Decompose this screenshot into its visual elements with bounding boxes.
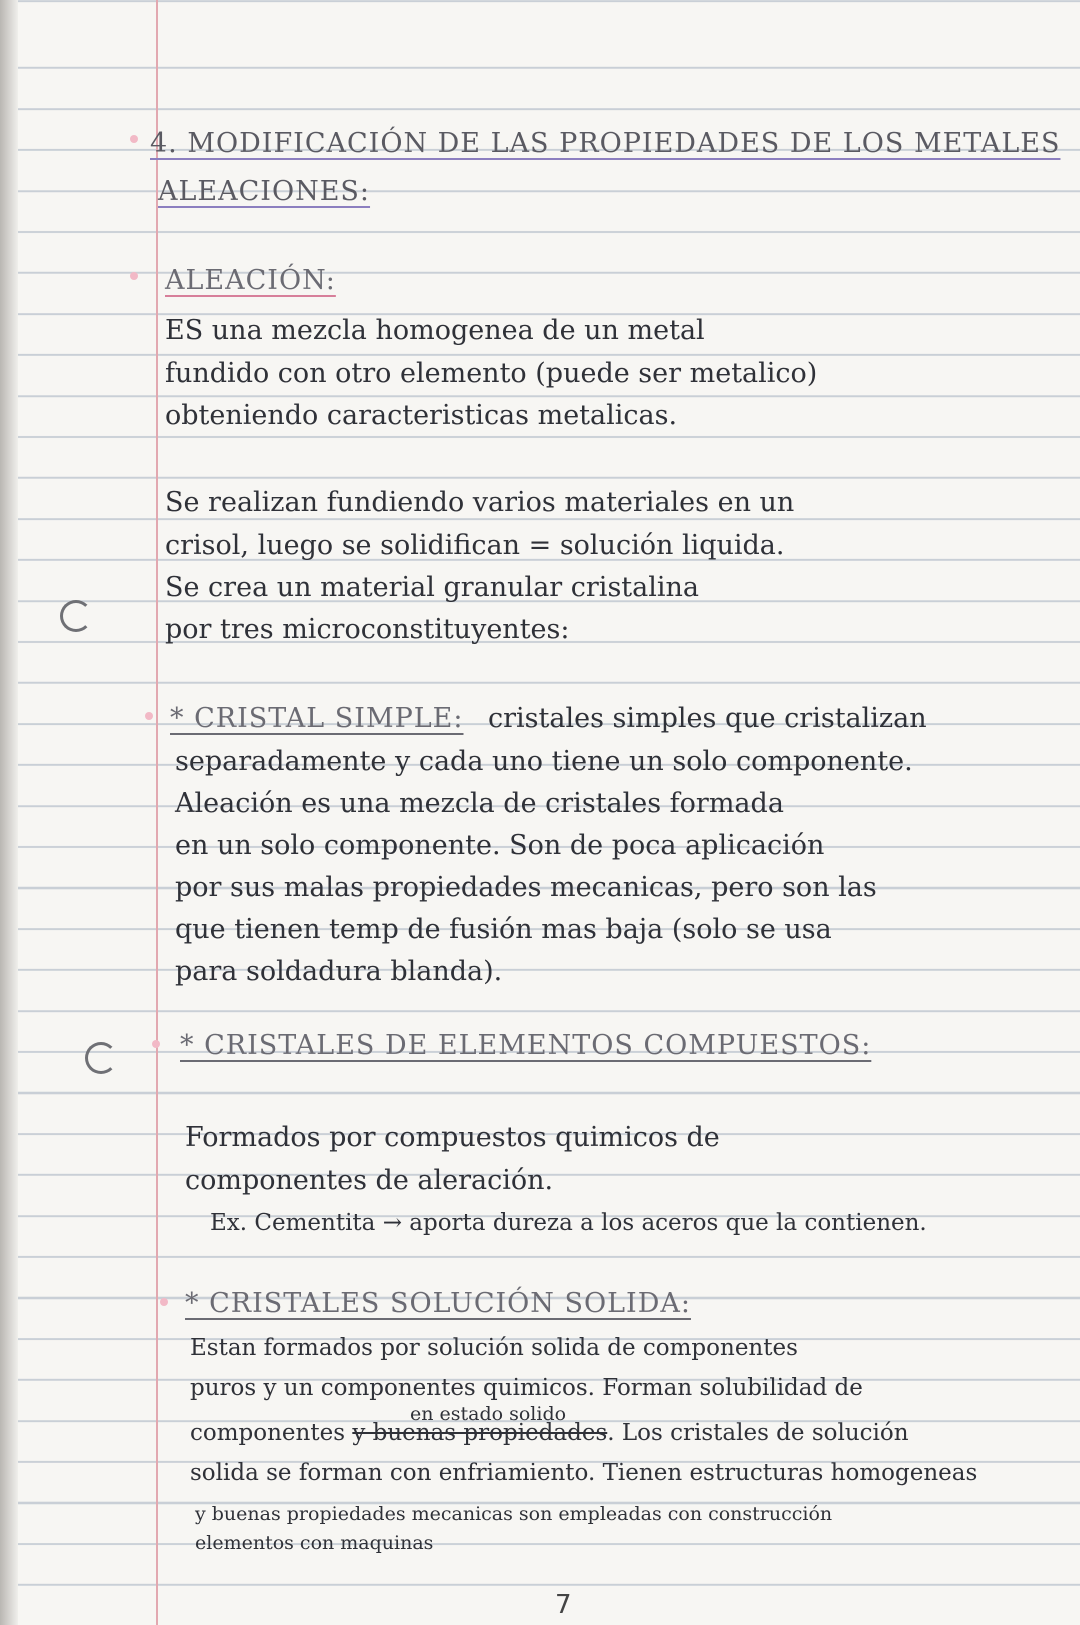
struck-text: y buenas propiedades bbox=[352, 1420, 608, 1446]
paragraph-line: Aleación es una mezcla de cristales formada bbox=[175, 788, 784, 819]
bullet-dot bbox=[130, 135, 138, 143]
paragraph-line: Formados por compuestos quimicos de bbox=[185, 1122, 720, 1153]
example-line: Ex. Cementita → aporta dureza a los aceros que la contienen. bbox=[210, 1210, 927, 1236]
page-number: 7 bbox=[555, 1590, 572, 1620]
paragraph-line: para soldadura blanda). bbox=[175, 956, 503, 987]
binder-hole-mark bbox=[85, 1042, 117, 1074]
paragraph-line: Estan formados por solución solida de componentes bbox=[190, 1335, 798, 1361]
aleacion-heading: ALEACIÓN: bbox=[165, 265, 336, 296]
bullet-dot bbox=[130, 272, 138, 280]
paragraph-line: ES una mezcla homogenea de un metal bbox=[165, 315, 705, 346]
paragraph-line: que tienen temp de fusión mas baja (solo se usa bbox=[175, 914, 832, 945]
paragraph-line: puros y un componentes quimicos. Forman solubilidad de bbox=[190, 1375, 863, 1401]
paragraph-line: por sus malas propiedades mecanicas, pero son las bbox=[175, 872, 877, 903]
paragraph-line: obteniendo caracteristicas metalicas. bbox=[165, 400, 678, 431]
paragraph-line: componentes de aleración. bbox=[185, 1165, 554, 1196]
cristal-simple-heading: * CRISTAL SIMPLE: bbox=[170, 703, 464, 734]
bullet-dot bbox=[160, 1298, 168, 1306]
paragraph-line: Se crea un material granular cristalina bbox=[165, 572, 700, 603]
paragraph-line: fundido con otro elemento (puede ser metalico) bbox=[165, 358, 818, 389]
bullet-dot bbox=[145, 712, 153, 720]
notebook-binding bbox=[0, 0, 18, 1625]
paragraph-line: cristales simples que cristalizan bbox=[488, 703, 927, 734]
paragraph-line: en un solo componente. Son de poca aplicación bbox=[175, 830, 825, 861]
text-segment: . Los cristales de solución bbox=[607, 1420, 909, 1446]
page-title-line2: ALEACIONES: bbox=[158, 176, 371, 207]
paragraph-line: crisol, luego se solidifican = solución liquida. bbox=[165, 530, 785, 561]
cristales-compuestos-heading: * CRISTALES DE ELEMENTOS COMPUESTOS: bbox=[180, 1030, 872, 1061]
paragraph-line bbox=[190, 1420, 909, 1446]
paragraph-line: por tres microconstituyentes: bbox=[165, 614, 570, 645]
paragraph-line: Se realizan fundiendo varios materiales en un bbox=[165, 487, 795, 518]
cristales-solucion-heading: * CRISTALES SOLUCIÓN SOLIDA: bbox=[185, 1288, 691, 1319]
page-title-line1: 4. MODIFICACIÓN DE LAS PROPIEDADES DE LOS METALES bbox=[150, 128, 1061, 159]
paragraph-line: elementos con maquinas bbox=[195, 1532, 434, 1554]
text-segment: componentes bbox=[190, 1420, 346, 1446]
margin-line bbox=[156, 0, 158, 1625]
paragraph-line: separadamente y cada uno tiene un solo componente. bbox=[175, 746, 913, 777]
bullet-dot bbox=[152, 1040, 160, 1048]
inserted-annotation: en estado solido bbox=[410, 1403, 567, 1425]
paragraph-line: solida se forman con enfriamiento. Tienen estructuras homogeneas bbox=[190, 1460, 978, 1486]
paragraph-line: y buenas propiedades mecanicas son empleadas con construcción bbox=[195, 1503, 833, 1525]
binder-hole-mark bbox=[60, 600, 92, 632]
